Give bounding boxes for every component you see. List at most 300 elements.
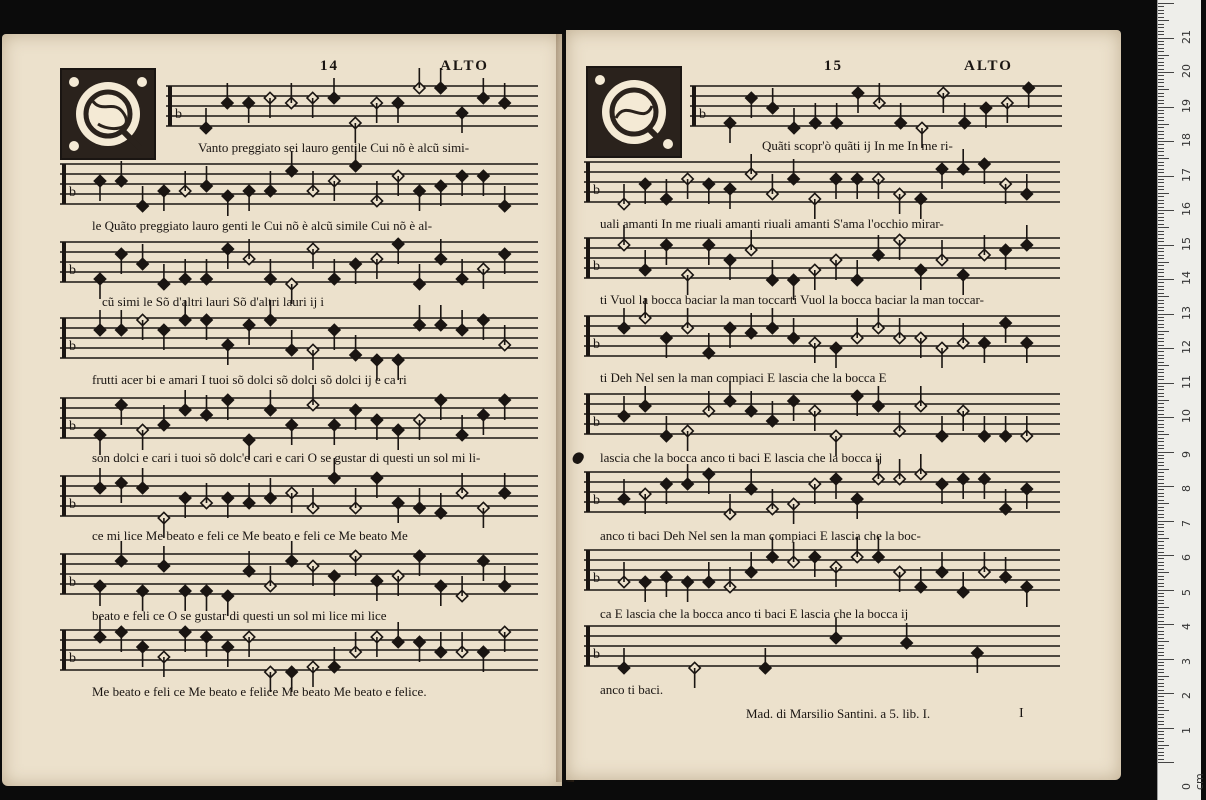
ruler-tick — [1158, 672, 1164, 673]
svg-text:b: b — [593, 493, 600, 508]
ruler-tick — [1158, 579, 1164, 580]
ruler-tick — [1158, 552, 1164, 553]
ruler-label: 5 — [1180, 588, 1193, 596]
ruler-tick — [1158, 517, 1164, 518]
ruler-tick — [1158, 610, 1164, 611]
ruler-tick — [1158, 538, 1169, 539]
ruler-tick — [1158, 120, 1164, 121]
ruler-tick — [1158, 100, 1164, 101]
ruler-tick — [1158, 745, 1169, 746]
svg-text:b: b — [593, 415, 600, 430]
ruler-tick — [1158, 410, 1164, 411]
ruler-tick — [1158, 417, 1174, 418]
ruler-tick — [1158, 165, 1164, 166]
ruler-tick — [1158, 728, 1174, 729]
ruler-label: 1 — [1180, 726, 1193, 734]
ruler-tick — [1158, 427, 1164, 428]
ruler-tick — [1158, 565, 1164, 566]
ruler-tick — [1158, 234, 1164, 235]
svg-text:b: b — [69, 575, 76, 590]
ruler-tick — [1158, 134, 1164, 135]
ruler-tick — [1158, 317, 1164, 318]
ruler-tick — [1158, 662, 1164, 663]
ruler-tick — [1158, 6, 1164, 7]
ruler-tick — [1158, 514, 1164, 515]
ruler-tick — [1158, 200, 1164, 201]
svg-text:b: b — [69, 419, 76, 434]
svg-text:b: b — [593, 259, 600, 274]
ruler-tick — [1158, 345, 1164, 346]
lyric-line: cũ simi le Sõ d'altri lauri Sõ d'altri lauri ij i — [102, 294, 325, 309]
ruler-tick — [1158, 489, 1164, 490]
ruler-tick — [1158, 300, 1164, 301]
ruler-tick — [1158, 13, 1164, 14]
ruler-tick — [1158, 696, 1164, 697]
ruler-tick — [1158, 196, 1164, 197]
music-staff — [60, 470, 538, 522]
ruler-tick — [1158, 486, 1174, 487]
ruler-label: 20 — [1180, 64, 1193, 78]
ruler-tick — [1158, 617, 1164, 618]
svg-text:b: b — [69, 497, 76, 512]
measuring-ruler — [1157, 0, 1206, 800]
ruler-tick — [1158, 241, 1164, 242]
ruler-tick — [1158, 448, 1164, 449]
ruler-label: 19 — [1180, 98, 1193, 113]
ruler-tick — [1158, 172, 1164, 173]
svg-text:b: b — [69, 185, 76, 200]
ruler-tick — [1158, 186, 1164, 187]
ruler-tick — [1158, 176, 1174, 177]
lyric-line: Vanto preggiato sei lauro gentile Cui nõ è alcũ simi- — [198, 140, 470, 155]
ruler-tick — [1158, 655, 1164, 656]
ruler-tick — [1158, 79, 1164, 80]
ruler-tick — [1158, 34, 1164, 35]
ruler-tick — [1158, 703, 1164, 704]
lyric-line: lascia che la bocca anco ti baci E lascia che la bocca ij — [600, 450, 883, 465]
ruler-label: 7 — [1180, 519, 1193, 527]
ruler-tick — [1158, 324, 1164, 325]
ruler-tick — [1158, 452, 1174, 453]
ruler-tick — [1158, 245, 1174, 246]
ruler-label: 13 — [1180, 305, 1193, 320]
ruler-tick — [1158, 296, 1169, 297]
ruler-tick — [1158, 341, 1164, 342]
ruler-tick — [1158, 203, 1164, 204]
ruler-tick — [1158, 355, 1164, 356]
ruler-label: 4 — [1180, 623, 1193, 630]
ruler-tick — [1158, 638, 1164, 639]
ruler-tick — [1158, 755, 1164, 756]
ruler-tick — [1158, 548, 1164, 549]
ruler-tick — [1158, 210, 1174, 211]
ruler-tick — [1158, 258, 1164, 259]
ruler-tick — [1158, 151, 1164, 152]
ruler-tick — [1158, 227, 1169, 228]
ruler-tick — [1158, 189, 1164, 190]
svg-text:b: b — [593, 337, 600, 352]
ruler-tick — [1158, 641, 1169, 642]
ruler-tick — [1158, 231, 1164, 232]
ruler-tick — [1158, 238, 1164, 239]
ruler-tick — [1158, 707, 1164, 708]
ruler-tick — [1158, 117, 1164, 118]
ruler-tick — [1158, 86, 1164, 87]
ruler-tick — [1158, 334, 1164, 335]
ruler-tick — [1158, 20, 1169, 21]
ruler-tick — [1158, 593, 1164, 594]
ruler-tick — [1158, 44, 1164, 45]
svg-text:b: b — [175, 107, 182, 122]
ruler-tick — [1158, 731, 1164, 732]
music-staff — [584, 466, 1060, 518]
lyric-line: ca E lascia che la bocca anco ti baci E lascia che la bocca ij — [600, 606, 909, 621]
svg-text:b: b — [69, 263, 76, 278]
ruler-tick — [1158, 124, 1169, 125]
ruler-label: 9 — [1180, 450, 1193, 458]
ruler-tick — [1158, 510, 1164, 511]
ruler-tick — [1158, 182, 1164, 183]
ruler-tick — [1158, 458, 1164, 459]
ruler-tick — [1158, 569, 1164, 570]
ruler-tick — [1158, 596, 1164, 597]
ruler-tick — [1158, 676, 1169, 677]
lyric-line: ce mi lice Me beato e feli ce Me beato e feli ce Me beato Me — [92, 528, 408, 543]
ruler-tick — [1158, 496, 1164, 497]
ruler-tick — [1158, 75, 1164, 76]
music-staff — [584, 232, 1060, 284]
ruler-tick — [1158, 503, 1169, 504]
ruler-tick — [1158, 148, 1164, 149]
ruler-tick — [1158, 614, 1164, 615]
ruler-tick — [1158, 507, 1164, 508]
ruler-tick — [1158, 251, 1164, 252]
ruler-tick — [1158, 379, 1164, 380]
lyric-line: ti Vuol la bocca baciar la man toccarti Vuol la bocca baciar la man toccar- — [600, 292, 984, 307]
ruler-tick — [1158, 58, 1164, 59]
ruler-tick — [1158, 659, 1174, 660]
ruler-tick — [1158, 524, 1164, 525]
ruler-tick — [1158, 127, 1164, 128]
ruler-label: 18 — [1180, 133, 1193, 147]
ruler-tick — [1158, 472, 1164, 473]
ruler-tick — [1158, 420, 1164, 421]
ruler-tick — [1158, 634, 1164, 635]
right-voice-label: ALTO — [964, 58, 1013, 74]
ruler-tick — [1158, 289, 1164, 290]
ruler-tick — [1158, 541, 1164, 542]
ruler-tick — [1158, 714, 1164, 715]
ruler-tick — [1158, 407, 1164, 408]
ruler-tick — [1158, 110, 1164, 111]
imprint-footer: Mad. di Marsilio Santini. a 5. lib. I. — [746, 706, 931, 721]
ruler-tick — [1158, 479, 1164, 480]
ruler-tick — [1158, 717, 1164, 718]
ruler-zero-label: 0 cm — [1180, 773, 1206, 790]
ruler-tick — [1158, 762, 1174, 763]
ruler-tick — [1158, 431, 1164, 432]
ruler-tick — [1158, 652, 1164, 653]
ruler-tick — [1158, 262, 1169, 263]
ruler-tick — [1158, 372, 1164, 373]
music-staff — [60, 236, 538, 288]
ruler-tick — [1158, 279, 1174, 280]
ruler-tick — [1158, 434, 1169, 435]
ruler-tick — [1158, 48, 1164, 49]
ruler-tick — [1158, 286, 1164, 287]
ruler-tick — [1158, 534, 1164, 535]
ruler-tick — [1158, 303, 1164, 304]
music-staff — [60, 392, 538, 444]
ruler-tick — [1158, 55, 1169, 56]
ruler-tick — [1158, 462, 1164, 463]
ruler-tick — [1158, 445, 1164, 446]
ruler-tick — [1158, 179, 1164, 180]
ruler-tick — [1158, 583, 1164, 584]
ruler-tick — [1158, 455, 1164, 456]
ruler-label: 2 — [1180, 692, 1193, 699]
ruler-label: 8 — [1180, 485, 1193, 492]
ruler-tick — [1158, 41, 1164, 42]
lyric-line: ti Deh Nel sen la man compiaci E lascia che la bocca E — [600, 370, 887, 385]
music-staff — [584, 156, 1060, 208]
ruler-tick — [1158, 693, 1174, 694]
ruler-label: 15 — [1180, 236, 1193, 251]
ruler-tick — [1158, 362, 1164, 363]
ruler-tick — [1158, 631, 1164, 632]
ornament-icon — [62, 70, 154, 158]
ruler-tick — [1158, 17, 1164, 18]
ruler-tick — [1158, 193, 1169, 194]
lyric-line: beato e feli ce O se gustar di questi un sol mi lice mi lice — [92, 608, 387, 623]
lyric-line: frutti acer bi e amari I tuoi sõ dolci sõ dolci sõ dolci ij e ca ri — [92, 372, 407, 387]
ruler-tick — [1158, 310, 1164, 311]
ruler-tick — [1158, 576, 1164, 577]
music-staff — [60, 548, 538, 600]
ruler-tick — [1158, 144, 1164, 145]
ruler-label: 21 — [1180, 29, 1193, 44]
ruler-tick — [1158, 158, 1169, 159]
ruler-label: 10 — [1180, 409, 1193, 423]
ruler-tick — [1158, 665, 1164, 666]
ruler-tick — [1158, 369, 1164, 370]
ruler-tick — [1158, 307, 1164, 308]
ruler-tick — [1158, 734, 1164, 735]
ruler-tick — [1158, 207, 1164, 208]
ruler-tick — [1158, 269, 1164, 270]
ruler-tick — [1158, 483, 1164, 484]
ruler-tick — [1158, 89, 1169, 90]
ruler-tick — [1158, 141, 1174, 142]
ruler-label: 3 — [1180, 657, 1193, 665]
ruler-tick — [1158, 62, 1164, 63]
music-staff — [60, 312, 538, 364]
ruler-tick — [1158, 351, 1164, 352]
ruler-tick — [1158, 38, 1174, 39]
ruler-tick — [1158, 24, 1164, 25]
ruler-tick — [1158, 710, 1169, 711]
ruler-tick — [1158, 113, 1164, 114]
ruler-tick — [1158, 683, 1164, 684]
ruler-tick — [1158, 748, 1164, 749]
ruler-tick — [1158, 386, 1164, 387]
ruler-tick — [1158, 155, 1164, 156]
ruler-tick — [1158, 138, 1164, 139]
ruler-tick — [1158, 465, 1164, 466]
ruler-tick — [1158, 248, 1164, 249]
ruler-tick — [1158, 752, 1164, 753]
lyric-line: le Quãto preggiato lauro genti le Cui nõ è alcũ simile Cui nõ è al- — [92, 218, 433, 233]
ruler-tick — [1158, 738, 1164, 739]
music-staff — [166, 80, 538, 132]
ruler-tick — [1158, 531, 1164, 532]
ruler-tick — [1158, 96, 1164, 97]
ruler-tick — [1158, 741, 1164, 742]
ruler-tick — [1158, 338, 1164, 339]
ruler-tick — [1158, 393, 1164, 394]
decorated-initial-q-left — [60, 68, 156, 160]
ruler-tick — [1158, 621, 1164, 622]
ruler-tick — [1158, 396, 1164, 397]
ruler-tick — [1158, 293, 1164, 294]
ruler-tick — [1158, 255, 1164, 256]
ruler-tick — [1158, 131, 1164, 132]
ruler-tick — [1158, 545, 1164, 546]
ruler-tick — [1158, 607, 1169, 608]
ruler-tick — [1158, 276, 1164, 277]
ruler-tick — [1158, 690, 1164, 691]
ornament-icon — [588, 68, 680, 156]
ruler-tick — [1158, 759, 1164, 760]
ruler-tick — [1158, 400, 1169, 401]
music-staff — [60, 624, 538, 676]
music-staff — [584, 388, 1060, 440]
ruler-tick — [1158, 424, 1164, 425]
ruler-tick — [1158, 389, 1164, 390]
lyric-line: anco ti baci. — [600, 682, 664, 697]
ruler-label: 17 — [1180, 167, 1193, 182]
svg-text:b: b — [69, 651, 76, 666]
ruler-tick — [1158, 603, 1164, 604]
lyric-line: Quãti scopr'ò quãti ij In me In me ri- — [762, 138, 953, 153]
ruler-tick — [1158, 562, 1164, 563]
ruler-tick — [1158, 438, 1164, 439]
ruler-tick — [1158, 224, 1164, 225]
svg-text:b: b — [593, 647, 600, 662]
ruler-label: 6 — [1180, 554, 1193, 561]
ruler-tick — [1158, 590, 1174, 591]
ruler-tick — [1158, 679, 1164, 680]
ruler-tick — [1158, 93, 1164, 94]
svg-text:b: b — [699, 107, 706, 122]
ruler-tick — [1158, 521, 1174, 522]
ruler-tick — [1158, 358, 1164, 359]
ruler-tick — [1158, 527, 1164, 528]
music-staff — [584, 620, 1060, 672]
music-staff — [690, 80, 1062, 132]
svg-text:b: b — [69, 339, 76, 354]
ruler-tick — [1158, 365, 1169, 366]
svg-text:b: b — [593, 183, 600, 198]
ruler-tick — [1158, 348, 1174, 349]
ruler-tick — [1158, 213, 1164, 214]
ruler-tick — [1158, 414, 1164, 415]
ruler-tick — [1158, 82, 1164, 83]
ruler-tick — [1158, 217, 1164, 218]
lyric-line: Me beato e feli ce Me beato e felice Me beato Me beato e felice. — [92, 684, 427, 699]
ruler-tick — [1158, 441, 1164, 442]
ruler-tick — [1158, 627, 1164, 628]
ruler-tick — [1158, 572, 1169, 573]
ruler-label: 16 — [1180, 202, 1193, 216]
ruler-label: 12 — [1180, 340, 1193, 354]
ruler-tick — [1158, 31, 1164, 32]
ruler-tick — [1158, 331, 1169, 332]
ruler-tick — [1158, 103, 1164, 104]
music-staff — [584, 544, 1060, 596]
music-staff — [584, 310, 1060, 362]
ruler-tick — [1158, 65, 1164, 66]
ruler-tick — [1158, 327, 1164, 328]
ruler-tick — [1158, 69, 1164, 70]
lyric-line: uali amanti In me riuali amanti riuali amanti S'ama l'occhio mirar- — [600, 216, 944, 231]
ruler-tick — [1158, 721, 1164, 722]
ruler-tick — [1158, 265, 1164, 266]
ruler-tick — [1158, 500, 1164, 501]
ruler-tick — [1158, 383, 1174, 384]
ruler-tick — [1158, 669, 1164, 670]
ruler-tick — [1158, 10, 1164, 11]
ruler-label: 11 — [1180, 374, 1193, 389]
ruler-tick — [1158, 648, 1164, 649]
lyric-line: anco ti baci Deh Nel sen la man compiaci E lascia che la boc- — [600, 528, 921, 543]
ruler-tick — [1158, 645, 1164, 646]
signature-mark: I — [1019, 706, 1024, 721]
ruler-tick — [1158, 162, 1164, 163]
ruler-tick — [1158, 282, 1164, 283]
ruler-tick — [1158, 555, 1174, 556]
ruler-label: 14 — [1180, 271, 1193, 285]
ruler-tick — [1158, 469, 1169, 470]
svg-text:b: b — [593, 571, 600, 586]
left-voice-label: ALTO — [440, 58, 489, 74]
ruler-tick — [1158, 51, 1164, 52]
ruler-tick — [1158, 724, 1164, 725]
ruler-tick — [1158, 3, 1174, 4]
ruler-tick — [1158, 493, 1164, 494]
ruler-tick — [1158, 272, 1164, 273]
ruler-tick — [1158, 27, 1164, 28]
ruler-tick — [1158, 220, 1164, 221]
left-page-number: 14 — [320, 58, 339, 74]
ruler-tick — [1158, 600, 1164, 601]
ruler-tick — [1158, 700, 1164, 701]
lyric-line: son dolci e cari i tuoi sõ dolc'e cari e cari O se gustar di questi un sol mi li- — [92, 450, 481, 465]
ruler-tick — [1158, 376, 1164, 377]
ruler-tick — [1158, 72, 1174, 73]
ruler-tick — [1158, 169, 1164, 170]
music-staff — [60, 158, 538, 210]
right-page-number: 15 — [824, 58, 843, 74]
ruler-tick — [1158, 320, 1164, 321]
decorated-initial-q-right — [586, 66, 682, 158]
ruler-tick — [1158, 476, 1164, 477]
ruler-tick — [1158, 314, 1174, 315]
ruler-tick — [1158, 558, 1164, 559]
ruler-tick — [1158, 107, 1174, 108]
ruler-tick — [1158, 624, 1174, 625]
ruler-tick — [1158, 686, 1164, 687]
